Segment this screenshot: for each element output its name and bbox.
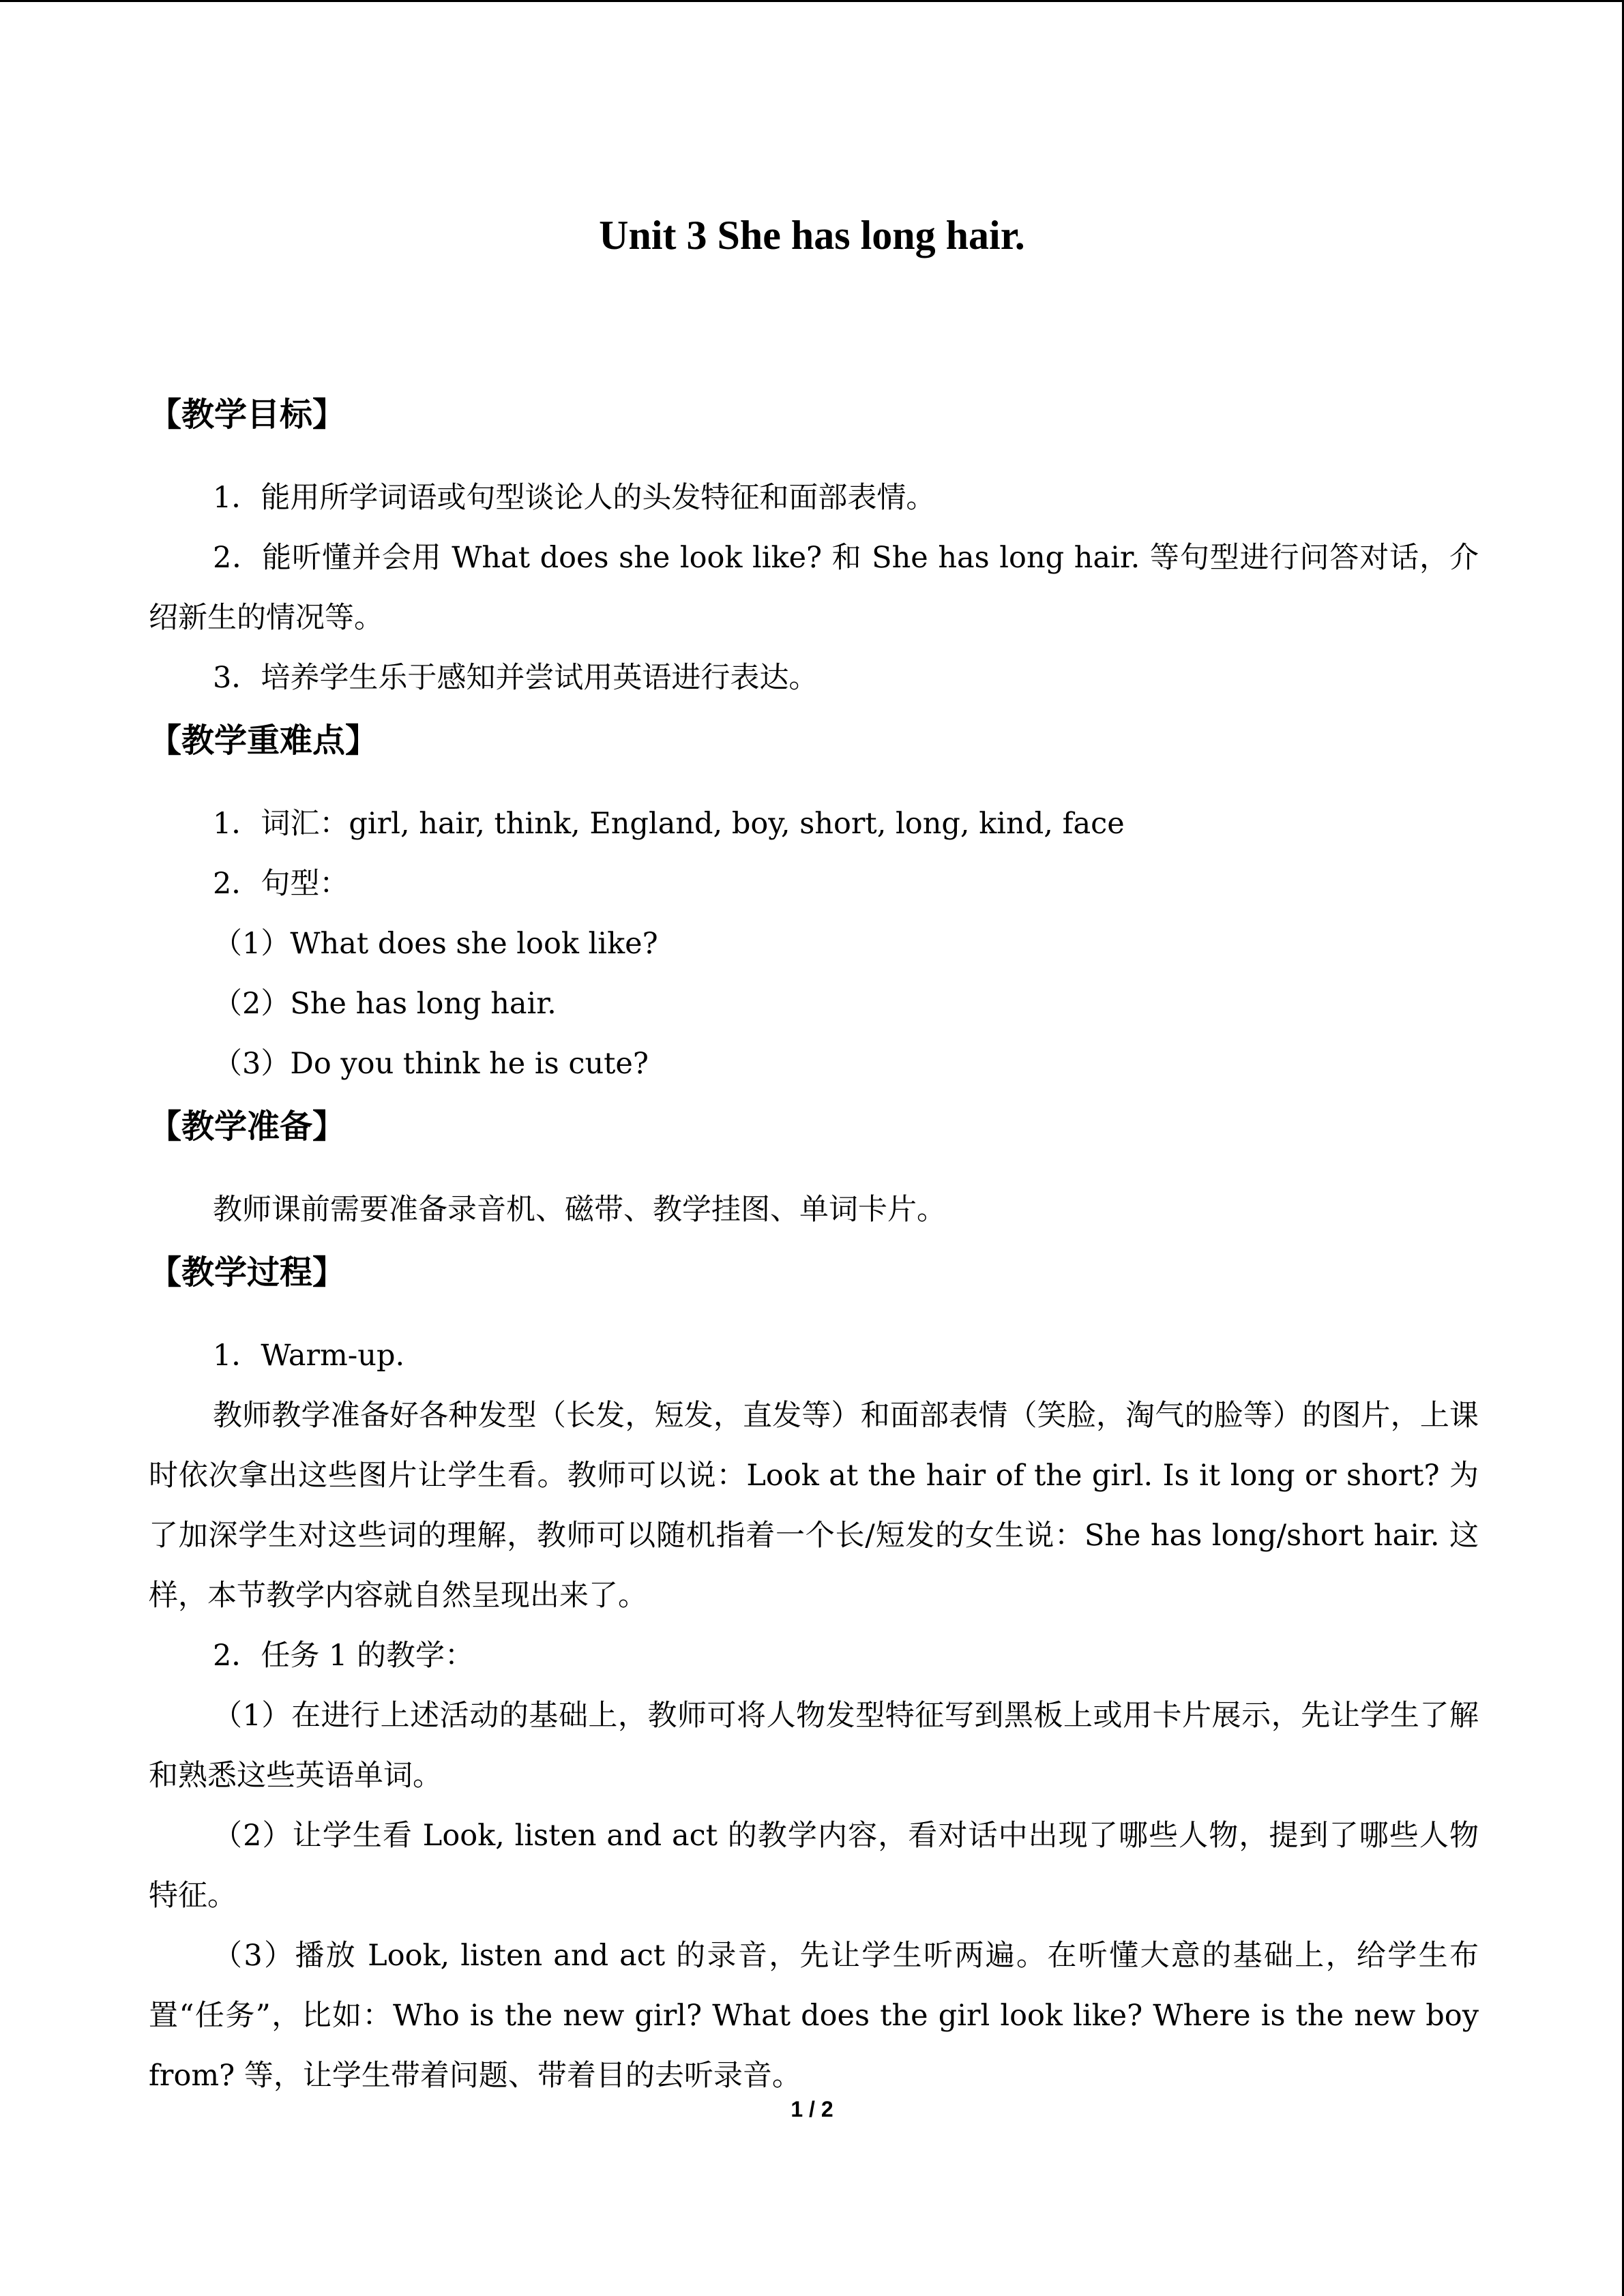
section-heading-key-points: 【教学重难点】 bbox=[149, 721, 379, 760]
list-item: （2）She has long hair. bbox=[213, 987, 557, 1021]
paragraph: 2．任务 1 的教学： bbox=[213, 1639, 475, 1673]
paragraph: 1．能用所学词语或句型谈论人的头发特征和面部表情。 bbox=[213, 481, 936, 515]
page-number: 1 / 2 bbox=[791, 2097, 833, 2121]
paragraph: （1）在进行上述活动的基础上，教师可将人物发型特征写到黑板上或用卡片展示，先让学生了解和熟悉这些英语单词。 bbox=[149, 1699, 1479, 1793]
list-item: （3）Do you think he is cute? bbox=[213, 1047, 649, 1081]
document-body bbox=[149, 382, 1479, 2106]
section-heading-preparation: 【教学准备】 bbox=[149, 1107, 346, 1146]
paragraph: 教师教学准备好各种发型（长发，短发，直发等）和面部表情（笑脸，淘气的脸等）的图片，上课时依次拿出这些图片让学生看。教师可以说：Look at the hair of the girl. Is it long or short? 为了加深学生对这些词的理解，教师可以随机指着一个长/短发的女生说：She has long/short hair. 这样，本节教学内容就自然呈现出来了。 bbox=[149, 1399, 1479, 1613]
paragraph: （3）播放 Look, listen and act 的录音，先让学生听两遍。在听懂大意的基础上，给学生布置“任务”，比如：Who is the new girl? What does the girl look like? Where is the new boy from? 等，让学生带着问题、带着目的去听录音。 bbox=[149, 1939, 1479, 2093]
section-heading-process: 【教学过程】 bbox=[149, 1253, 346, 1292]
list-item: （1）What does she look like? bbox=[213, 927, 658, 961]
paragraph: 1．词汇：girl, hair, think, England, boy, short, long, kind, face bbox=[213, 807, 1125, 841]
paragraph: 2．句型： bbox=[213, 867, 349, 901]
paragraph: （2）让学生看 Look, listen and act 的教学内容，看对话中出现了哪些人物，提到了哪些人物特征。 bbox=[149, 1819, 1479, 1913]
paragraph: 3．培养学生乐于感知并尝试用英语进行表达。 bbox=[213, 661, 818, 695]
paragraph: 2．能听懂并会用 What does she look like? 和 She has long hair. 等句型进行问答对话，介绍新生的情况等。 bbox=[149, 541, 1479, 635]
paragraph: 教师课前需要准备录音机、磁带、教学挂图、单词卡片。 bbox=[213, 1193, 946, 1227]
paragraph: 1．Warm-up. bbox=[213, 1339, 405, 1373]
document-title: Unit 3 She has long hair. bbox=[599, 213, 1025, 258]
section-heading-objectives: 【教学目标】 bbox=[149, 396, 346, 434]
page-border-top bbox=[0, 0, 1624, 2]
